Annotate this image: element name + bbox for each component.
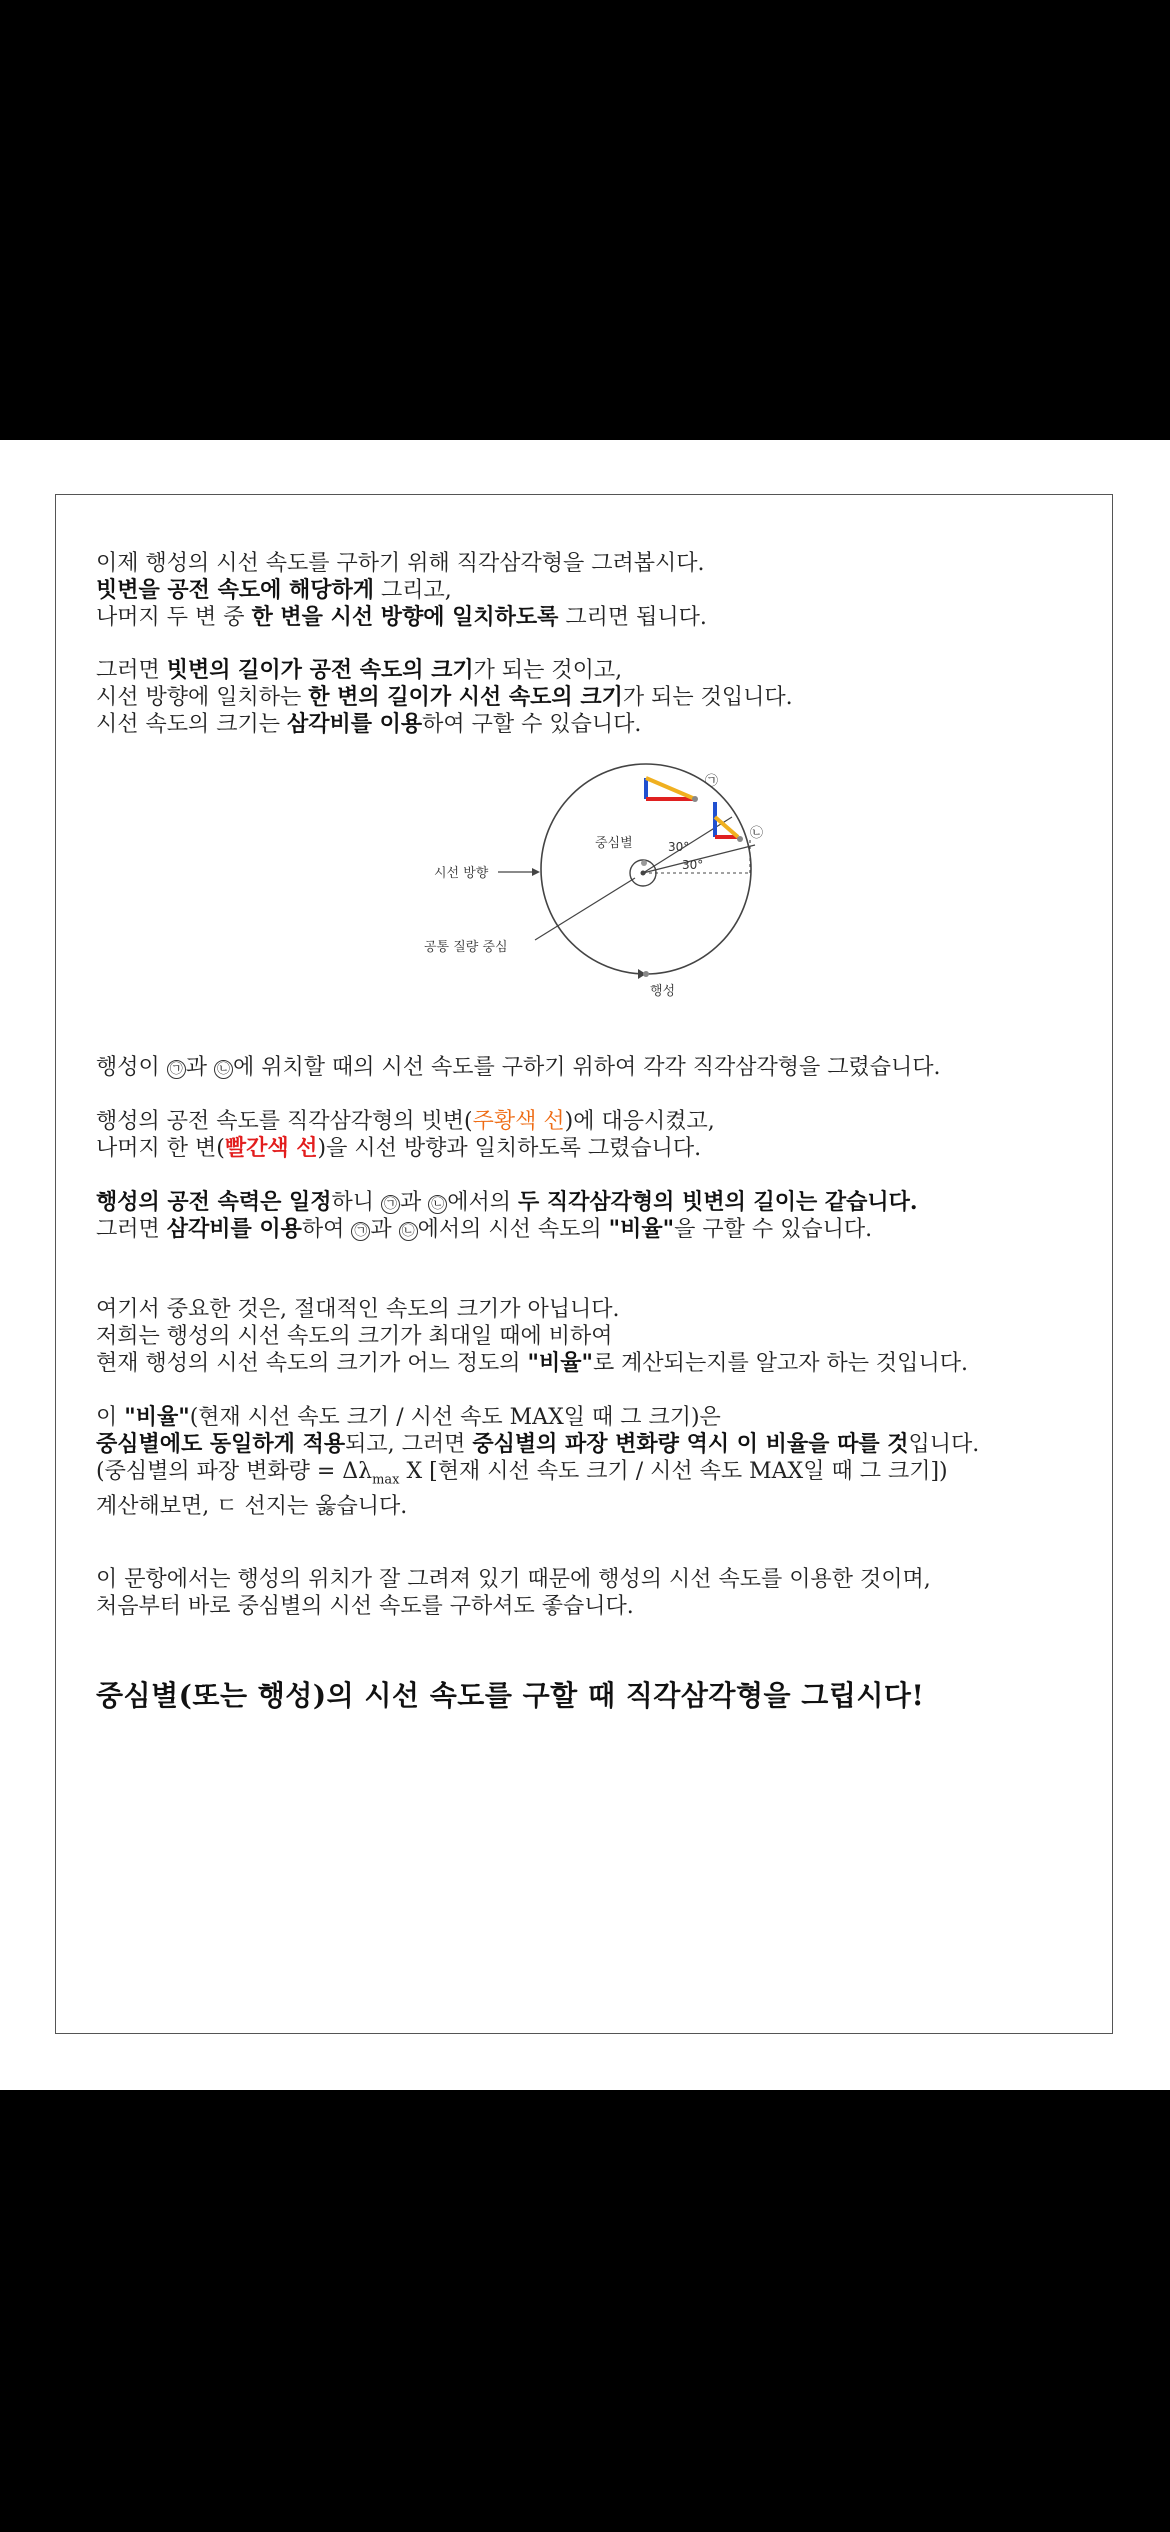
text-line: 현재 행성의 시선 속도의 크기가 어느 정도의 "비율"로 계산되는지를 알고자 하는 것입니다. xyxy=(96,1350,968,1376)
text-line: 그러면 삼각비를 이용하여 ㉠ 과 ㉡ 에서의 시선 속도의 "비율"을 구할 수 있습니다. xyxy=(96,1216,873,1242)
text-line: 그러면 빗변의 길이가 공전 속도의 크기가 되는 것이고, xyxy=(96,657,623,683)
paragraph-speed xyxy=(96,1189,1106,1243)
text-line: 행성의 공전 속력은 일정하니 ㉠ 과 ㉡ 에서의 두 직각삼각형의 빗변의 길이는 같습니다. xyxy=(96,1189,918,1215)
central-star-dot xyxy=(641,860,647,866)
text-line: 나머지 한 변(빨간색 선)을 시선 방향과 일치하도록 그렸습니다. xyxy=(96,1135,702,1161)
angle-label-2: 30° xyxy=(682,858,704,872)
text-line: 행성의 공전 속도를 직각삼각형의 빗변(주황색 선)에 대응시켰고, xyxy=(96,1109,715,1134)
paragraph-ratio-intro xyxy=(96,1296,1106,1377)
text-line: 나머지 두 변 중 한 변을 시선 방향에 일치하도록 그리면 됩니다. xyxy=(96,604,707,630)
line-of-sight-arrowhead xyxy=(532,868,540,876)
orbit-diagram xyxy=(410,755,780,1000)
marker-a-label: ㉠ xyxy=(705,774,719,789)
planet-marker xyxy=(643,971,649,977)
planet-label: 행성 xyxy=(650,984,676,999)
text-line: 처음부터 바로 중심별의 시선 속도를 구하셔도 좋습니다. xyxy=(96,1594,634,1619)
text-line: 이제 행성의 시선 속도를 구하기 위해 직각삼각형을 그려봅시다. xyxy=(96,551,705,576)
paragraph-note xyxy=(96,1566,1106,1620)
triangle-a-orange-hypotenuse xyxy=(646,778,695,799)
text-line: 시선 방향에 일치하는 한 변의 길이가 시선 속도의 크기가 되는 것입니다. xyxy=(96,684,793,710)
paragraph-ratio-apply xyxy=(96,1404,1106,1520)
center-of-mass-pointer xyxy=(535,878,635,940)
text-line: 중심별에도 동일하게 적용되고, 그러면 중심별의 파장 변화량 역시 이 비율을 따를 것입니다. xyxy=(96,1431,980,1457)
text-line: 빗변을 공전 속도에 해당하게 그리고, xyxy=(96,577,452,603)
paragraph-hypotenuse xyxy=(96,657,1106,738)
text-line: 이 "비율"(현재 시선 속도 크기 / 시선 속도 MAX일 때 그 크기)은 xyxy=(96,1404,721,1430)
line-of-sight-label: 시선 방향 xyxy=(434,866,489,881)
text-line: 이 문항에서는 행성의 위치가 잘 그려져 있기 때문에 행성의 시선 속도를 이용한 것이며, xyxy=(96,1567,931,1592)
paragraph-intro xyxy=(96,550,1106,631)
text-line: (중심별의 파장 변화량 = $\Delta\lambda_{max}$ X [현재 시선 속도 크기 / 시선 속도 MAX일 때 그 크기]) xyxy=(96,1459,948,1488)
text-line: 저희는 행성의 시선 속도의 크기가 최대일 때에 비하여 xyxy=(96,1324,613,1349)
paragraph-colors xyxy=(96,1108,1106,1162)
document-sheet xyxy=(0,440,1170,2090)
text-line: 시선 속도의 크기는 삼각비를 이용하여 구할 수 있습니다. xyxy=(96,711,642,737)
planet-position-b xyxy=(737,836,743,842)
center-of-mass-label: 공통 질량 중심 xyxy=(424,940,508,955)
text-line: 계산해보면, ㄷ 선지는 옳습니다. xyxy=(96,1494,408,1520)
central-star-label: 중심별 xyxy=(595,836,633,851)
planet-position-a xyxy=(692,796,698,802)
text-line: 여기서 중요한 것은, 절대적인 속도의 크기가 아닙니다. xyxy=(96,1297,620,1322)
paragraph-positions xyxy=(96,1054,1106,1081)
marker-b-label: ㉡ xyxy=(750,826,764,841)
angle-label-1: 30° xyxy=(668,840,690,854)
text-line: 행성이 ㉠ 과 ㉡ 에 위치할 때의 시선 속도를 구하기 위하여 각각 직각삼각형을 그렸습니다. xyxy=(96,1055,941,1080)
closing-title: 중심별(또는 행성)의 시선 속도를 구할 때 직각삼각형을 그립시다! xyxy=(96,1679,925,1712)
